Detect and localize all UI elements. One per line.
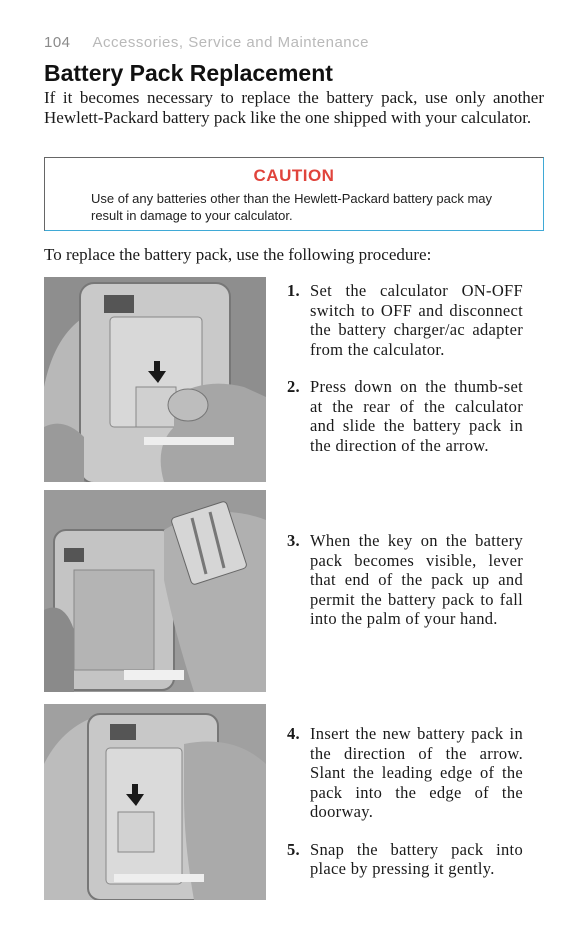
step-item	[287, 724, 523, 822]
step-text: Insert the new battery pack in the direction of the arrow. Slant the leading edge of the pack into the edge of the doorway.	[310, 724, 523, 821]
step-number: 1.	[287, 281, 300, 300]
page-number: 104	[44, 34, 71, 51]
step-number: 2.	[287, 377, 300, 396]
step-text: Press down on the thumb-set at the rear of the calculator and slide the battery pack in the direction of the arrow.	[310, 377, 523, 455]
procedure-steps-3	[287, 531, 523, 647]
photo-battery-removed	[44, 490, 266, 692]
intro-paragraph: If it becomes necessary to replace the battery pack, use only another Hewlett-Packard battery pack like the one shipped with your calculator.	[44, 88, 544, 127]
caution-text: Use of any batteries other than the Hewlett-Packard battery pack may result in damage to your calculator.	[91, 191, 493, 223]
running-header	[44, 34, 369, 51]
section-title: Accessories, Service and Maintenance	[92, 34, 369, 51]
photo-battery-insert	[44, 704, 266, 900]
procedure-lead: To replace the battery pack, use the following procedure:	[44, 245, 432, 264]
step-number: 3.	[287, 531, 300, 550]
photo-battery-release	[44, 277, 266, 482]
step-text: Snap the battery pack into place by pressing it gently.	[310, 839, 523, 878]
step-number: 4.	[287, 724, 300, 743]
step-item	[287, 377, 523, 455]
step-item	[287, 840, 523, 879]
page-title: Battery Pack Replacement	[44, 60, 333, 86]
step-item	[287, 281, 523, 359]
step-text: Set the calculator ON-OFF switch to OFF and disconnect the battery charger/ac adapter from the calculator.	[310, 281, 523, 359]
procedure-steps-4-5	[287, 724, 523, 897]
step-item	[287, 531, 523, 629]
step-text: When the key on the battery pack becomes visible, lever that end of the pack up and permit the battery pack to fall into the palm of your hand.	[310, 531, 523, 628]
procedure-steps-1-2	[287, 281, 523, 473]
step-number: 5.	[287, 839, 300, 859]
caution-heading: CAUTION	[253, 166, 335, 185]
caution-box	[44, 157, 544, 231]
